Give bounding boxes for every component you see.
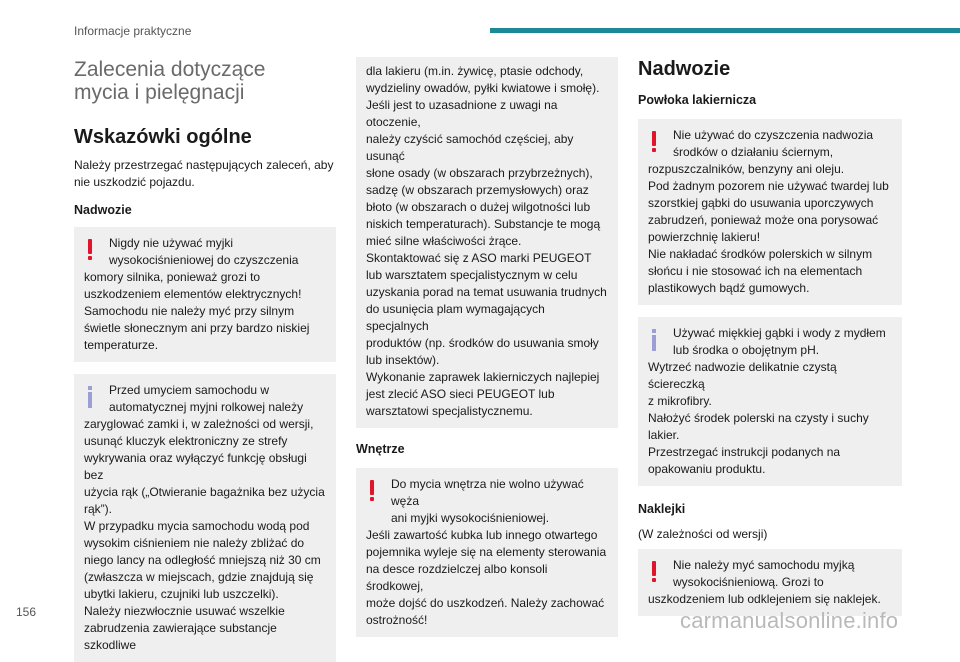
- section-label: Informacje praktyczne: [74, 24, 192, 38]
- info-lead: Przed umyciem samochodu w automatycznej myjni rolkowej należy: [109, 383, 304, 414]
- info-body: Wytrzeć nadwozie delikatnie czystą ściereczką z mikrofibry. Nałożyć środek polerski na czysty i suchy lakier. Przestrzegać instrukcji podanych na opakowaniu produktu.: [648, 360, 869, 476]
- info-continued-body: dla lakieru (m.in. żywicę, ptasie odchody, wydzieliny owadów, pyłki kwiatowe i smołę). Jeśli jest to uzasadnione z uwagi na otoczenie, należy czyścić samochód częściej, aby usunąć słone osady (w obszarach przybrzeżnych), sadzę (w obszarach przemysłowych) oraz błoto (w obszarach o dużej wilgotności lub niskich temperaturach). Substancje te mogą mieć silne właściwości żrące. Skontaktować się z ASO marki PEUGEOT lub warsztatem specjalistycznym w celu uzyskania porad na temat usuwania trudnych do usunięcia plam wymagających specjalnych produktów (np. środków do usuwania smoły lub insektów). Wykonanie zaprawek lakierniczych najlepiej jest zlecić ASO sieci PEUGEOT lub warsztatowi specjalistycznemu.: [366, 64, 607, 418]
- info-body: zaryglować zamki i, w zależności od wersji, usunąć kluczyk elektroniczny ze strefy wykrywania oraz wyłączyć funkcję obsługi bez użycia rąk („Otwieranie bagażnika bez użycia rąk”). W przypadku mycia samochodu wodą pod wysokim ciśnieniem nie należy zbliżać do niego lancy na odległość mniejszą niż 30 cm (zwłaszcza w miejscach, gdzie znajdują się ubytki lakieru, czujniki lub uszczelki). Należy niezwłocznie usuwać wszelkie zabrudzenia zawierające substancje szkodliwe: [84, 417, 325, 652]
- info-icon: [652, 329, 656, 351]
- intro-paragraph: Należy przestrzegać następujących zaleceń, aby nie uszkodzić pojazdu.: [74, 158, 334, 189]
- exclamation-icon: [370, 480, 374, 501]
- section-heading-general: Wskazówki ogólne: [74, 126, 252, 148]
- naklejki-version-note: (W zależności od wersji): [638, 527, 768, 541]
- column-3: [638, 56, 902, 616]
- warning-body: uszkodzeniem lub odklejeniem się naklejek.: [648, 592, 881, 606]
- exclamation-icon: [652, 561, 656, 582]
- info-box-continued: [356, 57, 618, 428]
- header-accent-bar: [490, 28, 960, 33]
- warning-box-abrasives: [638, 119, 902, 305]
- info-icon: [88, 386, 92, 408]
- subheading-wnetrze: Wnętrze: [356, 442, 405, 456]
- warning-lead: Nie używać do czyszczenia nadwozia środków o działaniu ściernym,: [673, 128, 874, 159]
- warning-box-interior: [356, 468, 618, 637]
- section-heading-nadwozie: Nadwozie: [638, 58, 731, 80]
- warning-body: komory silnika, ponieważ grozi to uszkodzeniem elementów elektrycznych! Samochodu nie należy myć przy silnym świetle słonecznym ani przy bardzo niskiej temperaturze.: [84, 270, 310, 352]
- warning-body: Jeśli zawartość kubka lub innego otwartego pojemnika wyleje się na elementy sterowania na desce rozdzielczej albo konsoli środkowej, może dojść do uszkodzeń. Należy zachować ostrożność!: [366, 528, 607, 627]
- warning-box-stickers: [638, 549, 902, 616]
- warning-lead: Nigdy nie używać myjki wysokociśnieniowej do czyszczenia: [109, 236, 299, 267]
- column-2: [356, 47, 618, 637]
- warning-box-pressure-washer: [74, 227, 336, 362]
- subheading-powloka: Powłoka lakiernicza: [638, 93, 757, 107]
- warning-lead: Nie należy myć samochodu myjką wysokociśnieniową. Grozi to: [673, 558, 855, 589]
- subheading-naklejki: Naklejki: [638, 502, 686, 516]
- page-title: Zalecenia dotyczące mycia i pielęgnacji: [74, 58, 266, 104]
- warning-body: rozpuszczalników, benzyny ani oleju. Pod żadnym pozorem nie używać twardej lub szorstkiej gąbki do usuwania uporczywych zabrudzeń, ponieważ może ona porysować powierzchnię lakieru! Nie nakładać środków polerskich w silnym słońcu i nie stosować ich na elementach plastikowych bądź gumowych.: [648, 162, 889, 295]
- page-number: 156: [16, 605, 37, 619]
- exclamation-icon: [652, 131, 656, 152]
- subheading-nadwozie: Nadwozie: [74, 203, 132, 217]
- info-box-car-wash: [74, 374, 336, 662]
- info-box-soft-sponge: [638, 317, 902, 486]
- watermark: carmanualsonline.info: [680, 608, 899, 633]
- column-1: [74, 56, 336, 662]
- info-lead: Używać miękkiej gąbki i wody z mydłem lub środka o obojętnym pH.: [673, 326, 886, 357]
- exclamation-icon: [88, 239, 92, 260]
- warning-lead: Do mycia wnętrza nie wolno używać węża ani myjki wysokociśnieniowej.: [391, 477, 584, 525]
